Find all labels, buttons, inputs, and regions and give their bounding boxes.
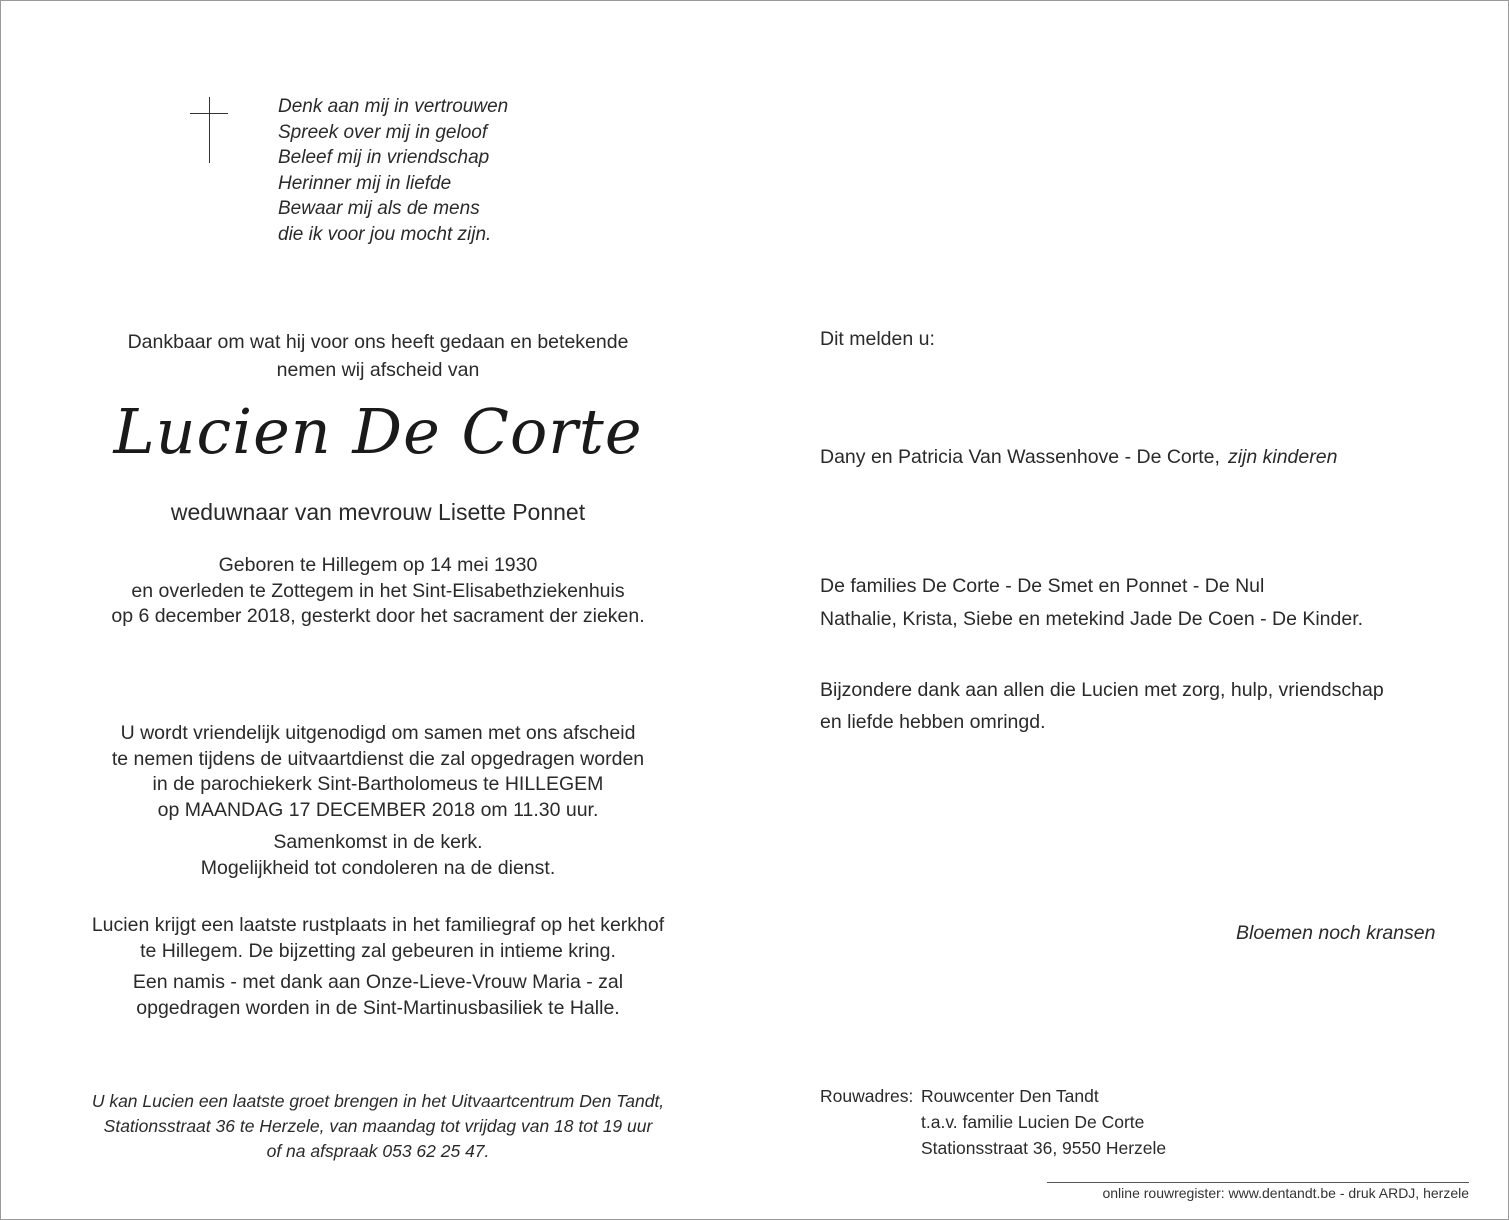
poem-line: Spreek over mij in geloof — [278, 121, 488, 143]
address-label: Rouwadres: — [820, 1086, 914, 1106]
poem-line: die ik voor jou mocht zijn. — [278, 223, 492, 245]
burial-line: Lucien krijgt een laatste rustplaats in het familiegraf op het kerkhof — [91, 914, 665, 936]
meeting-line: Mogelijkheid tot condoleren na de dienst. — [200, 857, 556, 879]
visit-line: U kan Lucien een laatste groet brengen in het Uitvaartcentrum Den Tandt, — [91, 1091, 665, 1111]
birth-line: en overleden te Zottegem in het Sint-Elisabethziekenhuis — [131, 579, 625, 602]
intro-text — [60, 328, 696, 384]
funeral-invitation — [60, 721, 696, 823]
visit-line: of na afspraak 053 62 25 47. — [266, 1141, 490, 1161]
birth-death-info — [60, 553, 696, 630]
address-line: Stationsstraat 36, 9550 Herzele — [921, 1138, 1167, 1158]
invitation-line: in de parochiekerk Sint-Bartholomeus te HILLEGEM — [152, 773, 604, 795]
mass-line: opgedragen worden in de Sint-Martinusbasiliek te Halle. — [136, 996, 620, 1019]
cross-icon — [190, 97, 228, 163]
birth-line: op 6 december 2018, gesterkt door het sacrament der zieken. — [111, 605, 645, 627]
announce-header: Dit melden u: — [820, 328, 935, 350]
thanks-line: en liefde hebben omringd. — [820, 711, 1046, 733]
mass-line: Een namis - met dank aan Onze-Lieve-Vrouw Maria - zal — [132, 971, 624, 993]
poem-line: Bewaar mij als de mens — [278, 198, 480, 219]
deceased-name: Lucien De Corte — [113, 395, 643, 468]
birth-line: Geboren te Hillegem op 14 mei 1930 — [218, 554, 538, 576]
families-block — [820, 570, 1363, 636]
families-line: Nathalie, Krista, Siebe en metekind Jade De Coen - De Kinder. — [820, 608, 1364, 630]
visit-info — [60, 1089, 696, 1164]
poem-line: Denk aan mij in vertrouwen — [278, 96, 509, 117]
address-line: Rouwcenter Den Tandt — [921, 1086, 1099, 1106]
thanks-block — [820, 674, 1384, 738]
children-relation: zijn kinderen — [1227, 446, 1338, 468]
invitation-line: U wordt vriendelijk uitgenodigd om samen met ons afscheid — [120, 722, 636, 744]
intro-line: Dankbaar om wat hij voor ons heeft gedaan en betekende — [127, 331, 629, 353]
intro-line: nemen wij afscheid van — [276, 359, 480, 381]
address-line: t.a.v. familie Lucien De Corte — [921, 1112, 1145, 1132]
visit-line: Stationsstraat 36 te Herzele, van maandag tot vrijdag van 18 tot 19 uur — [103, 1116, 653, 1136]
poem-line: Beleef mij in vriendschap — [278, 147, 490, 168]
children-line — [820, 446, 1337, 469]
families-line: De families De Corte - De Smet en Ponnet - De Nul — [820, 575, 1265, 597]
footer-credits: online rouwregister: www.dentandt.be - druk ARDJ, herzele — [1102, 1185, 1469, 1201]
burial-info — [60, 913, 696, 964]
meeting-info — [60, 829, 696, 881]
children-names: Dany en Patricia Van Wassenhove - De Corte, — [820, 446, 1220, 468]
thanks-line: Bijzondere dank aan allen die Lucien met zorg, hulp, vriendschap — [820, 679, 1384, 701]
widow-text: weduwnaar van mevrouw Lisette Ponnet — [170, 499, 586, 525]
burial-line: te Hillegem. De bijzetting zal gebeuren in intieme kring. — [140, 939, 616, 962]
invitation-line: op MAANDAG 17 DECEMBER 2018 om 11.30 uur. — [157, 798, 599, 821]
poem-line: Herinner mij in liefde — [278, 172, 452, 194]
poem — [278, 94, 508, 247]
flowers-note: Bloemen noch kransen — [1236, 922, 1436, 944]
footer-divider — [1047, 1182, 1469, 1183]
widow-line — [60, 496, 696, 528]
mourning-address — [820, 1083, 1166, 1161]
mass-info — [60, 970, 696, 1021]
meeting-line: Samenkomst in de kerk. — [273, 831, 483, 853]
invitation-line: te nemen tijdens de uitvaartdienst die zal opgedragen worden — [111, 747, 645, 770]
